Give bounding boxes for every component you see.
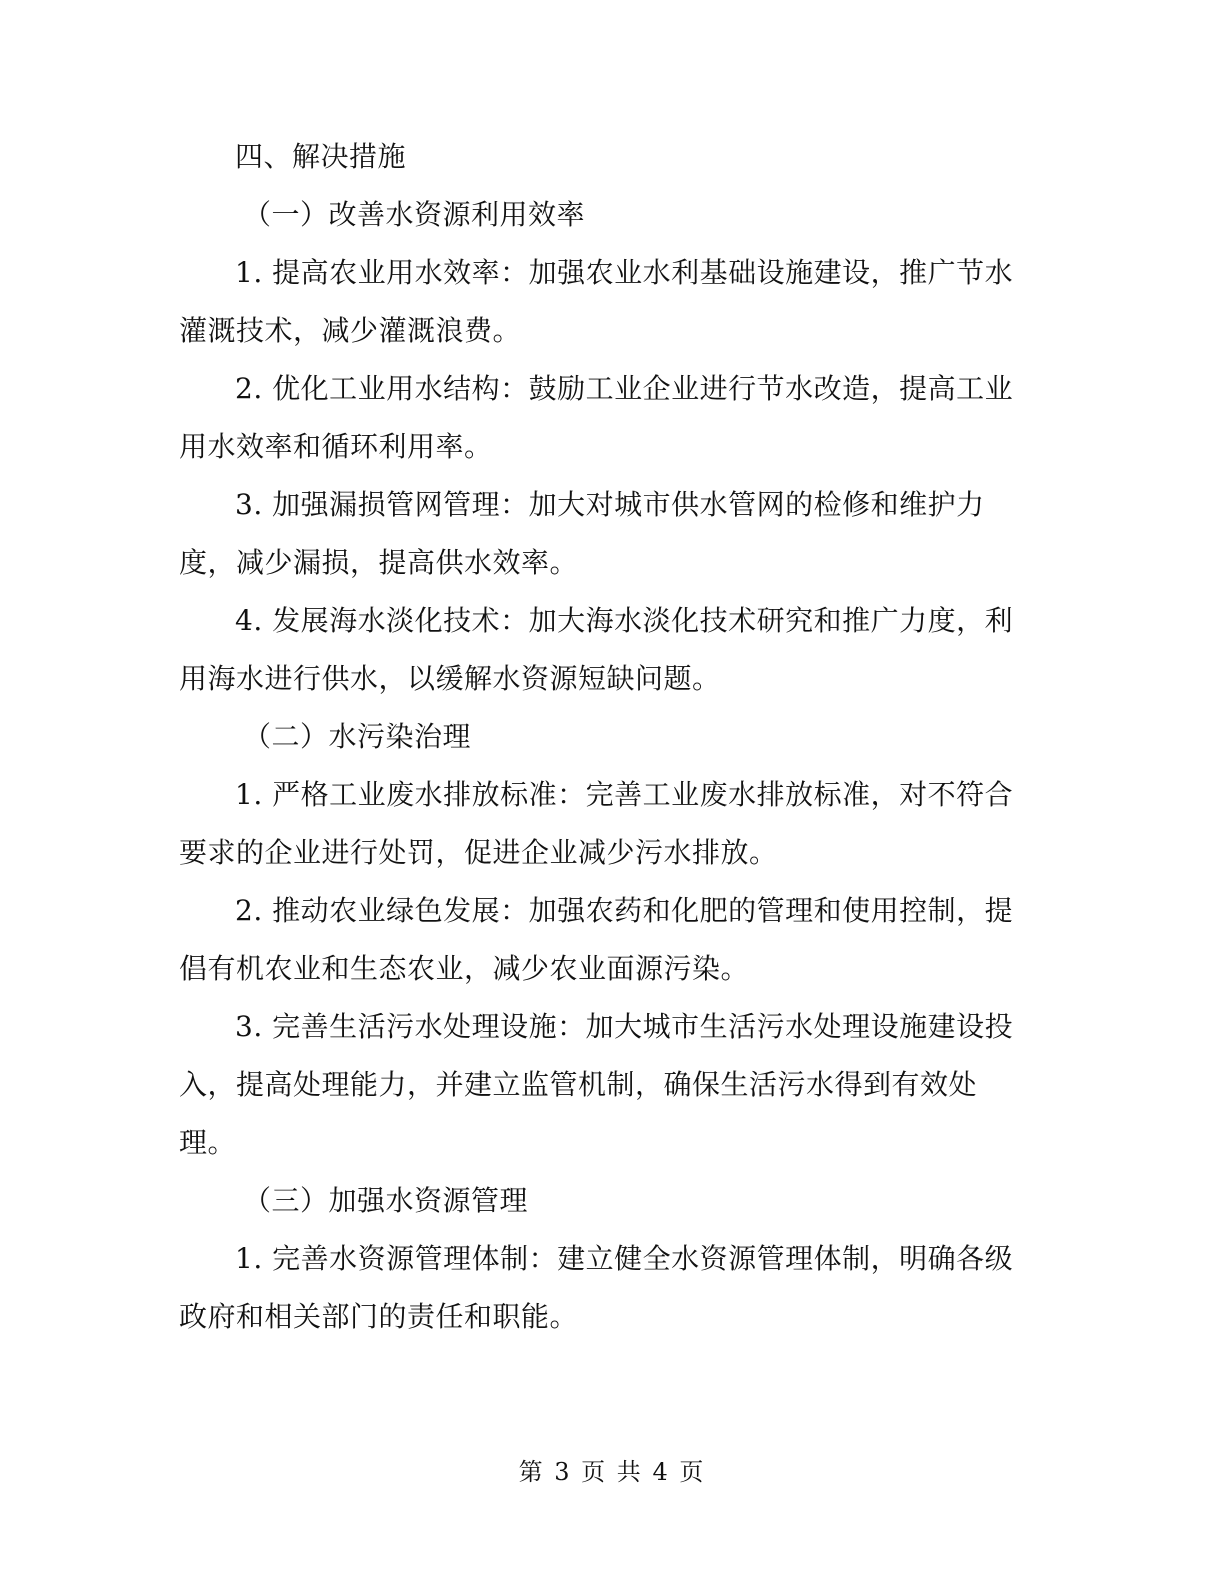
- list-item: 2. 优化工业用水结构：鼓励工业企业进行节水改造，提高工业用水效率和循环利用率。: [179, 372, 1014, 463]
- list-item: 1. 完善水资源管理体制：建立健全水资源管理体制，明确各级政府和相关部门的责任和职能。: [179, 1242, 1014, 1333]
- list-item: 2. 推动农业绿色发展：加强农药和化肥的管理和使用控制，提倡有机农业和生态农业，减少农业面源污染。: [179, 894, 1014, 985]
- list-item: 1. 严格工业废水排放标准：完善工业废水排放标准，对不符合要求的企业进行处罚，促进企业减少污水排放。: [179, 778, 1014, 869]
- page-number-footer: 第 3 页 共 4 页: [518, 1458, 706, 1486]
- list-item: 1. 提高农业用水效率：加强农业水利基础设施建设，推广节水灌溉技术，减少灌溉浪费。: [179, 256, 1014, 347]
- list-item: 3. 加强漏损管网管理：加大对城市供水管网的检修和维护力度，减少漏损，提高供水效率。: [179, 488, 985, 579]
- section-title: 四、解决措施: [235, 140, 407, 173]
- list-item: 3. 完善生活污水处理设施：加大城市生活污水处理设施建设投入，提高处理能力，并建立监管机制，确保生活污水得到有效处理。: [179, 1010, 1014, 1159]
- subsection-heading-1: （一）改善水资源利用效率: [243, 198, 586, 231]
- subsection-heading-2: （二）水污染治理: [243, 720, 472, 753]
- list-item: 4. 发展海水淡化技术：加大海水淡化技术研究和推广力度，利用海水进行供水，以缓解水资源短缺问题。: [179, 604, 1014, 695]
- document-body: [179, 128, 1029, 1346]
- subsection-heading-3: （三）加强水资源管理: [243, 1184, 529, 1217]
